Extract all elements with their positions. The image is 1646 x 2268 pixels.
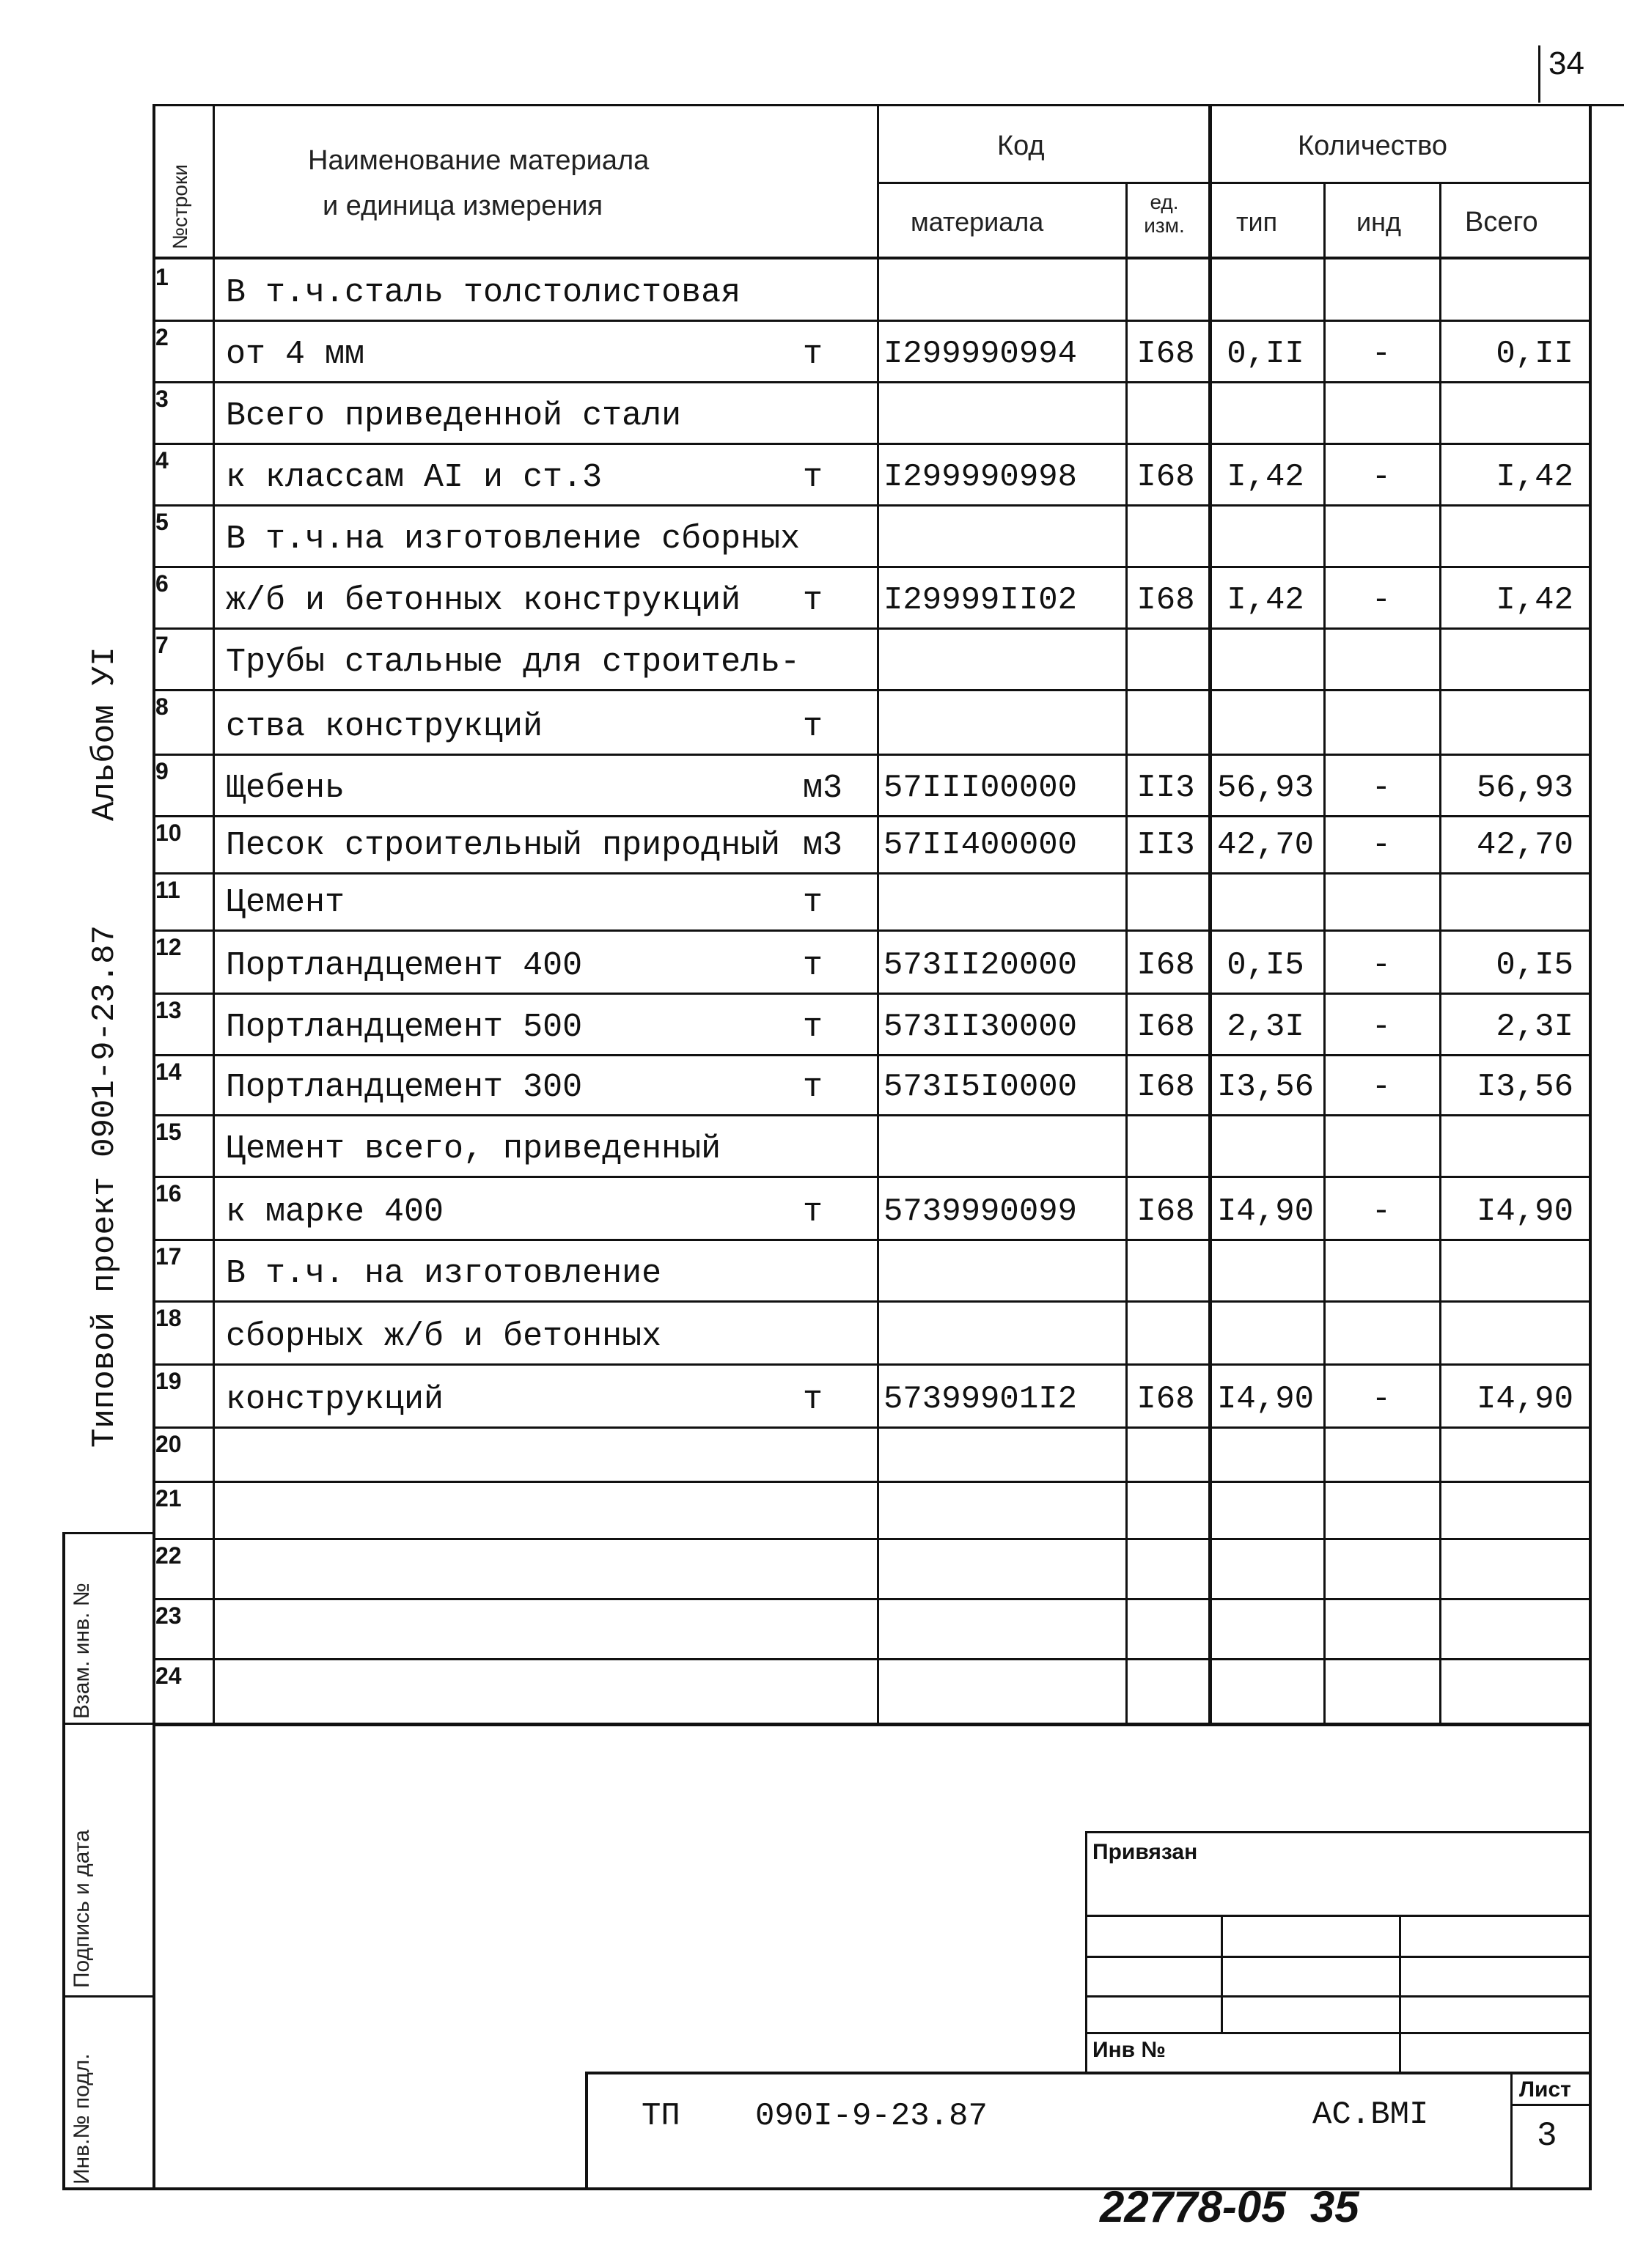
- table-cell-unit: т: [803, 1193, 823, 1231]
- row-number: 21: [155, 1485, 182, 1512]
- table-cell-ed: I68: [1136, 947, 1195, 984]
- table-cell-unit: т: [803, 1009, 823, 1046]
- table-cell-name: Песок строительный природный: [226, 827, 781, 864]
- page-number: 34: [1548, 45, 1584, 81]
- table-cell-name: Цемент: [226, 884, 345, 921]
- table-cell-name: от 4 мм: [226, 336, 365, 373]
- row-number: 23: [155, 1602, 182, 1629]
- table-cell-name: В т.ч.сталь толстолистовая: [226, 274, 741, 312]
- table-cell-tip: I,42: [1227, 459, 1304, 496]
- row-separator: [153, 1426, 1592, 1429]
- table-cell-tip: 56,93: [1216, 770, 1315, 806]
- table-cell-ed: I68: [1136, 1381, 1195, 1418]
- table-cell-ind: -: [1371, 1193, 1392, 1230]
- row-number: 18: [155, 1305, 182, 1331]
- table-cell-ind: -: [1371, 827, 1392, 864]
- album-label: Альбом УI: [87, 647, 123, 821]
- table-cell-name: ства конструкций: [226, 708, 543, 745]
- table-cell-ed: I68: [1136, 582, 1195, 619]
- row-separator: [153, 1724, 1592, 1726]
- row-number: 14: [155, 1058, 182, 1085]
- header-row-number: №строки: [169, 164, 191, 249]
- table-cell-ed: I68: [1136, 459, 1195, 496]
- row-number: 16: [155, 1180, 182, 1207]
- table-cell-total: I3,56: [1476, 1069, 1573, 1105]
- table-cell-ind: -: [1371, 582, 1392, 619]
- row-number: 17: [155, 1243, 182, 1270]
- table-cell-name: В т.ч.на изготовление сборных: [226, 520, 801, 558]
- row-number: 1: [155, 264, 169, 290]
- table-cell-code: 573I5I0000: [883, 1069, 1078, 1105]
- row-number: 4: [155, 447, 169, 474]
- table-cell-tip: I3,56: [1216, 1069, 1315, 1105]
- table-cell-total: I,42: [1496, 459, 1573, 496]
- table-cell-code: I29999II02: [883, 582, 1078, 619]
- table-cell-total: 2,3I: [1496, 1009, 1573, 1045]
- row-separator: [153, 443, 1592, 445]
- row-separator: [153, 1658, 1592, 1660]
- row-separator: [153, 381, 1592, 383]
- table-cell-unit: м3: [803, 770, 843, 807]
- table-cell-code: 57II400000: [883, 827, 1078, 864]
- tp-label: ТП: [642, 2098, 680, 2135]
- row-number: 7: [155, 632, 169, 658]
- row-separator: [153, 1481, 1592, 1483]
- row-separator: [153, 689, 1592, 691]
- table-cell-name: конструкций: [226, 1381, 444, 1418]
- frame-bottom: [62, 2187, 1592, 2190]
- row-number: 24: [155, 1663, 182, 1689]
- row-number: 8: [155, 693, 169, 720]
- table-cell-code: I299990998: [883, 459, 1078, 496]
- table-cell-name: сборных ж/б и бетонных: [226, 1318, 662, 1355]
- table-cell-tip: 0,I5: [1227, 947, 1304, 984]
- table-cell-ed: II3: [1136, 770, 1195, 806]
- row-separator: [153, 815, 1592, 817]
- table-cell-code: 57399901I2: [883, 1381, 1078, 1418]
- table-cell-unit: т: [803, 708, 823, 745]
- row-separator: [153, 320, 1592, 322]
- table-cell-unit: т: [803, 947, 823, 984]
- table-cell-name: к марке 400: [226, 1193, 444, 1231]
- table-cell-ind: -: [1371, 459, 1392, 496]
- table-cell-ed: I68: [1136, 1193, 1195, 1230]
- podpis-data-label: Подпись и дата: [70, 1830, 94, 1988]
- table-cell-unit: т: [803, 582, 823, 619]
- row-number: 6: [155, 570, 169, 597]
- table-cell-code: 5739990099: [883, 1193, 1078, 1230]
- table-cell-ed: I68: [1136, 1069, 1195, 1105]
- row-separator: [153, 872, 1592, 875]
- row-separator: [153, 1239, 1592, 1241]
- table-cell-tip: 2,3I: [1227, 1009, 1304, 1045]
- table-cell-total: 42,70: [1476, 827, 1573, 864]
- header-name-line2: и единица измерения: [323, 191, 603, 221]
- table-cell-name: Трубы стальные для строитель-: [226, 644, 801, 681]
- row-number: 15: [155, 1119, 182, 1145]
- row-separator: [153, 1363, 1592, 1366]
- header-qty-total: Всего: [1465, 207, 1538, 238]
- row-separator: [153, 627, 1592, 630]
- row-separator: [153, 929, 1592, 932]
- header-code-group: Код: [997, 130, 1045, 161]
- table-cell-name: к классам АI и ст.3: [226, 459, 603, 496]
- table-cell-total: I,42: [1496, 582, 1573, 619]
- table-cell-tip: 42,70: [1216, 827, 1315, 864]
- frame-left: [153, 104, 155, 2190]
- table-cell-tip: I,42: [1227, 582, 1304, 619]
- doc-code: АС.ВМI: [1312, 2096, 1429, 2133]
- table-cell-name: ж/б и бетонных конструкций: [226, 582, 741, 619]
- table-cell-ed: II3: [1136, 827, 1195, 864]
- inv-podl-label: Инв.№ подл.: [70, 2053, 94, 2184]
- row-separator: [153, 504, 1592, 507]
- sheet-label: Лист: [1519, 2077, 1571, 2102]
- table-cell-total: 56,93: [1476, 770, 1573, 806]
- sheet-number: 3: [1537, 2117, 1557, 2155]
- table-cell-name: Всего приведенной стали: [226, 397, 682, 435]
- table-cell-unit: м3: [803, 827, 843, 864]
- table-cell-unit: т: [803, 1069, 823, 1106]
- row-number: 22: [155, 1542, 182, 1569]
- table-cell-ind: -: [1371, 947, 1392, 984]
- table-cell-ind: -: [1371, 1069, 1392, 1105]
- row-separator: [153, 1054, 1592, 1056]
- table-cell-name: Портландцемент 400: [226, 947, 583, 984]
- row-number: 9: [155, 758, 169, 784]
- table-cell-total: I4,90: [1476, 1193, 1573, 1230]
- table-cell-tip: 0,II: [1227, 336, 1304, 372]
- project-label: Типовой проект 0901-9-23.87: [87, 925, 123, 1448]
- row-number: 3: [155, 386, 169, 412]
- row-number: 19: [155, 1368, 182, 1394]
- table-cell-ind: -: [1371, 1009, 1392, 1045]
- row-separator: [153, 566, 1592, 568]
- vzam-inv-label: Взам. инв. №: [70, 1583, 94, 1719]
- frame-right: [1589, 104, 1592, 2190]
- inv-no-label: Инв №: [1092, 2038, 1166, 2062]
- table-cell-name: Щебень: [226, 770, 345, 807]
- header-qty-ind: инд: [1356, 207, 1401, 237]
- table-cell-tip: I4,90: [1216, 1193, 1315, 1230]
- row-number: 10: [155, 820, 182, 846]
- row-number: 5: [155, 509, 169, 535]
- row-separator: [153, 993, 1592, 995]
- row-number: 2: [155, 324, 169, 350]
- tp-number: 090I-9-23.87: [755, 2098, 988, 2135]
- row-separator: [153, 1176, 1592, 1178]
- table-cell-unit: т: [803, 336, 823, 373]
- row-number: 20: [155, 1431, 182, 1457]
- table-cell-name: Портландцемент 300: [226, 1069, 583, 1106]
- table-cell-ed: I68: [1136, 1009, 1195, 1045]
- row-separator: [153, 1538, 1592, 1540]
- table-cell-unit: т: [803, 459, 823, 496]
- table-cell-unit: т: [803, 1381, 823, 1418]
- row-separator: [153, 1300, 1592, 1303]
- footer-number: 22778-05 35: [1100, 2182, 1359, 2231]
- table-cell-code: 573II30000: [883, 1009, 1078, 1045]
- header-qty-group: Количество: [1298, 130, 1448, 161]
- table-cell-ind: -: [1371, 336, 1392, 372]
- header-qty-type: тип: [1236, 207, 1278, 237]
- table-cell-ind: -: [1371, 770, 1392, 806]
- table-cell-tip: I4,90: [1216, 1381, 1315, 1418]
- header-code-unit: ед. изм.: [1144, 191, 1185, 237]
- row-separator: [153, 1598, 1592, 1600]
- header-code-material: материала: [911, 207, 1044, 237]
- table-cell-code: I299990994: [883, 336, 1078, 372]
- table-cell-name: Портландцемент 500: [226, 1009, 583, 1046]
- row-number: 12: [155, 934, 182, 960]
- table-cell-ed: I68: [1136, 336, 1195, 372]
- table-cell-total: 0,I5: [1496, 947, 1573, 984]
- row-number: 11: [155, 877, 180, 903]
- table-cell-name: Цемент всего, приведенный: [226, 1130, 721, 1168]
- table-cell-code: 573II20000: [883, 947, 1078, 984]
- header-name-line1: Наименование материала: [308, 145, 650, 176]
- table-cell-unit: т: [803, 884, 823, 921]
- table-cell-name: В т.ч. на изготовление: [226, 1255, 662, 1292]
- table-cell-total: 0,II: [1496, 336, 1573, 372]
- table-cell-ind: -: [1371, 1381, 1392, 1418]
- privyazan-label: Привязан: [1092, 1840, 1198, 1864]
- table-cell-total: I4,90: [1476, 1381, 1573, 1418]
- row-number: 13: [155, 997, 182, 1023]
- row-separator: [153, 754, 1592, 756]
- table-cell-code: 57III00000: [883, 770, 1078, 806]
- row-separator: [153, 1114, 1592, 1116]
